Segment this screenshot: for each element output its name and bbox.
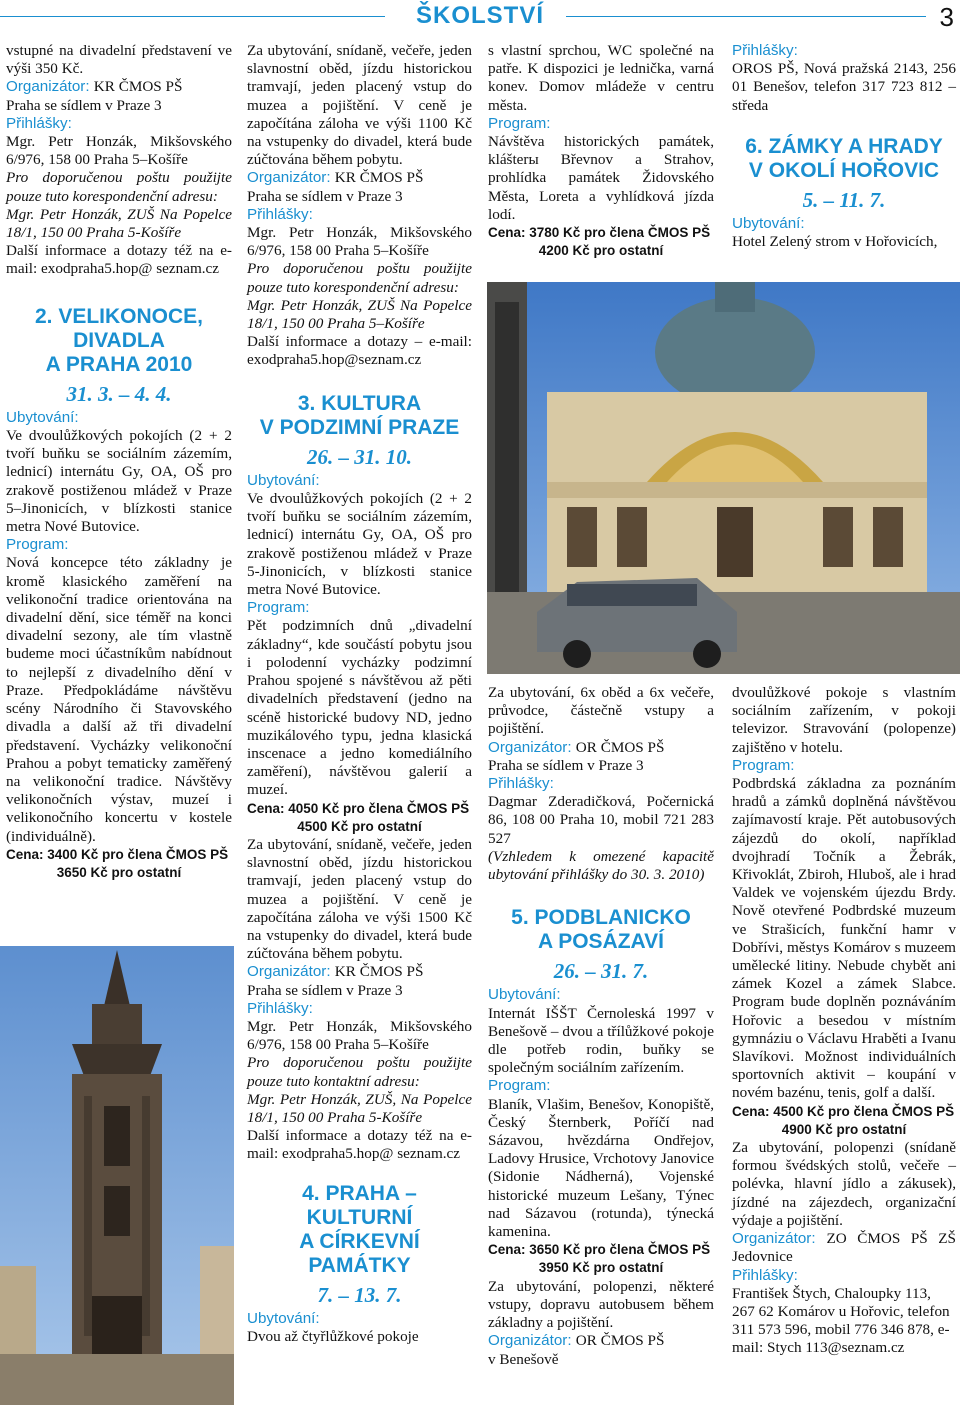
date-5: 26. – 31. 7. [553, 959, 649, 984]
c2-accom-label: Ubytování: [247, 471, 320, 489]
c2-post-note: Pro doporučenou poštu použijte pouze tuto korespondenční adresu: [247, 260, 472, 296]
c4-apply-label-2: Přihlášky: [732, 1266, 798, 1284]
c3-prog-label-2: Program: [488, 1077, 551, 1095]
c2-post-address-2: Mgr. Petr Honzák, ZUŠ, Na Popelce 18/1, 150 00 Praha 5-Košíře [247, 1090, 472, 1126]
column-2 [247, 42, 472, 1346]
c2-accom-label-2: Ubytování: [247, 1309, 320, 1327]
section-title: ŠKOLSTVÍ [415, 2, 544, 29]
c1-accom-label: Ubytování: [6, 408, 79, 426]
c2-price-member: Cena: 4050 Kč pro člena ČMOS PŠ [247, 800, 470, 816]
column-4-bottom [732, 684, 956, 1358]
c3-after-2: Za ubytování, polopenzi, některé vstupy, dopravu autobusem během základny a pojištění. [488, 1277, 714, 1332]
c4-price-member: Cena: 4500 Kč pro člena ČMOS PŠ [732, 1103, 955, 1119]
c3-organizer-2: Organizátor: OR ČMOS PŠ [488, 1332, 665, 1350]
c1-organizer: Organizátor: KR ČMOS PŠ [6, 78, 183, 96]
c3-price-other: 4200 Kč pro ostatní [538, 243, 664, 259]
c3-apply: Dagmar Zderadičková, Počernická 86, 108 00 Praha 10, mobil 721 283 527 [488, 793, 714, 847]
c4-apply: OROS PŠ, Nová pražská 2143, 256 01 Benešov, telefon 317 723 812 – středa [732, 60, 956, 114]
date-2: 31. 3. – 4. 4. [66, 381, 172, 406]
c3-after: Za ubytování, 6x oběd a 6x večeře, průvodce, částečně vstupy a pojištění. [488, 684, 714, 738]
c4-prog-label: Program: [732, 756, 795, 774]
c1-address: Mgr. Petr Honzák, Mikšovského 6/976, 158 00 Praha 5–Košíře [6, 133, 232, 169]
c1-prog-label: Program: [6, 536, 69, 554]
c2-organizer: Organizátor: KR ČMOS PŠ [247, 169, 424, 187]
c3-price-member: Cena: 3780 Kč pro člena ČMOS PŠ [488, 225, 711, 241]
c4-apply-label: Přihlášky: [732, 42, 798, 59]
c2-address-2: Mgr. Petr Honzák, Mikšovského 6/976, 158 00 Praha 5–Košíře [247, 1017, 472, 1054]
heading-6: 6. ZÁMKY A HRADY V OKOLÍ HOŘOVIC [745, 134, 943, 182]
c4-prog: Podbrdská základna za poznáním hradů a zámků doplněná návštěvou zajímavostí kraje. Pět autobusových zájezdů do okolí, například dvojhradí Točník a Žebrák, Křivoklát, Zbiroh, Hluboš, ale i hrad Valdek ve vojenském újezdu Brdy. Nově otevřené Podbrdské muzeum ve Strašicích, funkční hamr v Dobřívi, městys Komárov s muzeem umělecké litiny. Nebude chybět ani zámek Kozel a zámek Slabce. Program bude doplněn poznáváním Hořovic a besedou v místním gymnáziu o Václavu Hraběti a Ivanu Slavíkovi. Možnost individuálních sportovních aktivit – koupání v novém bazénu, tenis, golf a další. [732, 775, 956, 1102]
c4-organizer: Organizátor: ZO ČMOS PŠ ZŠ Jedovnice [732, 1230, 956, 1266]
photo-powder-tower [0, 946, 234, 1405]
c4-accom-cont: dvoulůžkové pokoje s vlastním sociálním zařízením, v pokoji televizor. Stravování (polopenze) zajištěno v hotelu. [732, 684, 956, 756]
column-1 [6, 42, 232, 882]
c3-apply-label: Přihlášky: [488, 775, 554, 793]
column-3-top [488, 42, 714, 260]
c3-seat: Praha se sídlem v Praze 3 [488, 756, 644, 774]
c2-address: Mgr. Petr Honzák, Mikšovského 6/976, 158 00 Praha 5–Košíře [247, 224, 472, 260]
c1-seat: Praha se sídlem v Praze 3 [6, 96, 162, 114]
page-number: 3 [939, 2, 954, 32]
c3-prog-label: Program: [488, 114, 551, 132]
c2-prog-label: Program: [247, 599, 310, 617]
heading-5: 5. PODBLANICKO A POSÁZAVÍ [511, 906, 691, 954]
c2-seat-2: Praha se sídlem v Praze 3 [247, 981, 403, 999]
c3-accom: Internát IŠŠT Černoleská 1997 v Benešově – dvou a třílůžkové pokoje dle potřeb rodin, buňky se společným sociálním zařízením. [488, 1004, 714, 1077]
c2-post-address: Mgr. Petr Honzák, ZUŠ Na Popelce 18/1, 150 00 Praha 5–Košíře [247, 296, 472, 333]
c2-after: Za ubytování, snídaně, večeře, jeden slavnostní oběd, jízdu historickou tramvají, jeden placený vstup do muzea a pojištění. V ceně je započítána záloha ve výši 1500 Kč na vstupenky do divadel, která bude zúčtována během pobytu. [247, 835, 472, 963]
c1-price-other: 3650 Kč pro ostatní [56, 864, 182, 880]
c1-price-member: Cena: 3400 Kč pro člena ČMOS PŠ [6, 846, 229, 862]
c1-apply-label: Přihlášky: [6, 114, 72, 132]
c3-organizer-2-place: v Benešově [488, 1350, 559, 1368]
date-6: 5. – 11. 7. [802, 187, 886, 212]
c1-info: Další informace a dotazy též na e-mail: exodpraha5.hop@ seznam.cz [6, 242, 232, 278]
c1-p1: vstupné na divadelní představení ve výši 350 Kč. [6, 42, 232, 78]
c4-apply-2: František Štych, Chaloupky 113, 267 62 Komárov u Hořovic, telefon 311 573 596, mobil 776 346 878, e-mail: Stych 113@seznam.cz [732, 1284, 950, 1357]
page-header [0, 0, 960, 36]
c3-prog: Návštěva historických památek, klášterы Břevnov a Strahov, prohlídka památek Židovského Města, Loreta a vyhlídková jízda lodí. [488, 133, 714, 223]
date-3: 26. – 31. 10. [307, 444, 412, 469]
c2-p1: Za ubytování, snídaně, večeře, jeden slavnostní oběd, jízdu historickou tramvají, jeden placený vstup do muzea a pojištění. V ceně je započítána záloha ve výši 1100 Kč na vstupenky do divadel, která bude zúčtována během pobytu. [247, 42, 472, 169]
c3-price-other-2: 3950 Kč pro ostatní [538, 1260, 664, 1276]
c3-note: (Vzhledem k omezené kapacitě ubytování přihlášky do 30. 3. 2010) [488, 847, 714, 884]
c3-p1: s vlastní sprchou, WC společné na patře. K dispozici je lednička, varná konev. Domov mládeže v centru města. [488, 42, 714, 114]
heading-3: 3. KULTURA V PODZIMNÍ PRAZE [259, 391, 460, 439]
date-4: 7. – 13. 7. [317, 1282, 402, 1307]
c3-price-member-2: Cena: 3650 Kč pro člena ČMOS PŠ [488, 1242, 711, 1258]
c4-accom-label: Ubytování: [732, 215, 805, 233]
c2-prog: Pět podzimních dnů „divadelní základny“, kde součástí pobytu jsou i polodenní vycházky podzimní Prahou spojené s návštěvou až pěti divadelních představení (jedno na scéně historické budovy ND, jedno muzikálového typu, jedna klasická inscenace a jedno komediálního zaměření), návštěvou galerií a muzeí. [247, 617, 472, 799]
c1-post-address: Mgr. Petr Honzák, ZUŠ Na Popelce 18/1, 150 00 Praha 5-Košíře [6, 205, 232, 242]
photo-municipal-house [487, 282, 960, 674]
c1-post-note: Pro doporučenou poštu použijte pouze tuto korespondenční adresu: [6, 169, 232, 205]
c2-organizer-2: Organizátor: KR ČMOS PŠ [247, 963, 424, 981]
c2-accom-2: Dvou až čtyřlůžkové pokoje [247, 1327, 419, 1345]
c1-prog: Nová koncepce této základny je kromě klasického zaměření na velikonoční tradice orientována na divadelní dění, sice téměř na konci divadelní sezony, ale tím vlastně budeme moci účastníkům nabídnout to nejlepší z divadelního dění v Praze. Předpokládáme návštěvu scény Národního či Stavovského divadla a další až tři divadelní představení. Vycházky velikonoční Prahou a pobyt tematicky zaměřený na velikonoční tradice. Návštěvy velikonočních výstav, muzeí i velikonočního koncertu v kostele (individuálně). [6, 554, 232, 845]
c2-post-note-2: Pro doporučenou poštu použijte pouze tuto kontaktní adresu: [247, 1054, 472, 1090]
c2-seat: Praha se sídlem v Praze 3 [247, 187, 403, 205]
c4-price-other: 4900 Kč pro ostatní [781, 1121, 907, 1137]
c4-accom: Hotel Zelený strom v Hořovicích, [732, 233, 938, 251]
c3-organizer: Organizátor: OR ČMOS PŠ [488, 738, 665, 756]
c3-accom-label: Ubytování: [488, 986, 561, 1004]
c2-info: Další informace a dotazy – e-mail: exodpraha5.hop@seznam.cz [247, 333, 472, 369]
column-3-bottom [488, 684, 714, 1369]
c2-apply-label: Přihlášky: [247, 205, 313, 223]
c2-apply-label-2: Přihlášky: [247, 999, 313, 1017]
c2-info-2: Další informace a dotazy též na e-mail: exodpraha5.hop@ seznam.cz [247, 1127, 472, 1163]
column-4-top [732, 42, 956, 251]
c2-price-other: 4500 Kč pro ostatní [297, 818, 422, 834]
heading-4: 4. PRAHA – KULTURNÍ A CÍRKEVNÍ PAMÁTKY [299, 1181, 420, 1277]
c1-accom: Ve dvoulůžkových pokojích (2 + 2 tvoří buňku se sociálním zázemím, lednicí) internátu Gy, OA, OŠ pro zrakově postiženou mládež v Praze 5–Jinonicích, v blízkosti stanice metra Nové Butovice. [6, 427, 232, 536]
heading-2: 2. VELIKONOCE, DIVADLA A PRAHA 2010 [34, 304, 204, 376]
c2-accom: Ve dvoulůžkových pokojích (2 + 2 tvoří buňku se sociálním zázemím, lednicí) internátu Gy, OA, OŠ pro zrakově postiženou mládež v Praze 5-Jinonicích, v blízkosti stanice metra Nové Butovice. [247, 490, 472, 599]
c3-prog-2: Blaník, Vlašim, Benešov, Konopiště, Český Šternberk, Poříčí nad Sázavou, hvězdárna Ondřejov, Ladovy Hrusice, Vrchotovy Janovice (Sidonie Nádherná), Vojenské historické muzeum Lešany, Týnec nad Sázavou (rotunda), týnecká kamenina. [488, 1095, 714, 1241]
c4-after: Za ubytování, polopenzi (snídaně formou švédských stolů, večeře – polévka, hlavní jídlo a zákusek), jízdné na zájezdech, organizační výdaje a pojištění. [732, 1139, 956, 1229]
